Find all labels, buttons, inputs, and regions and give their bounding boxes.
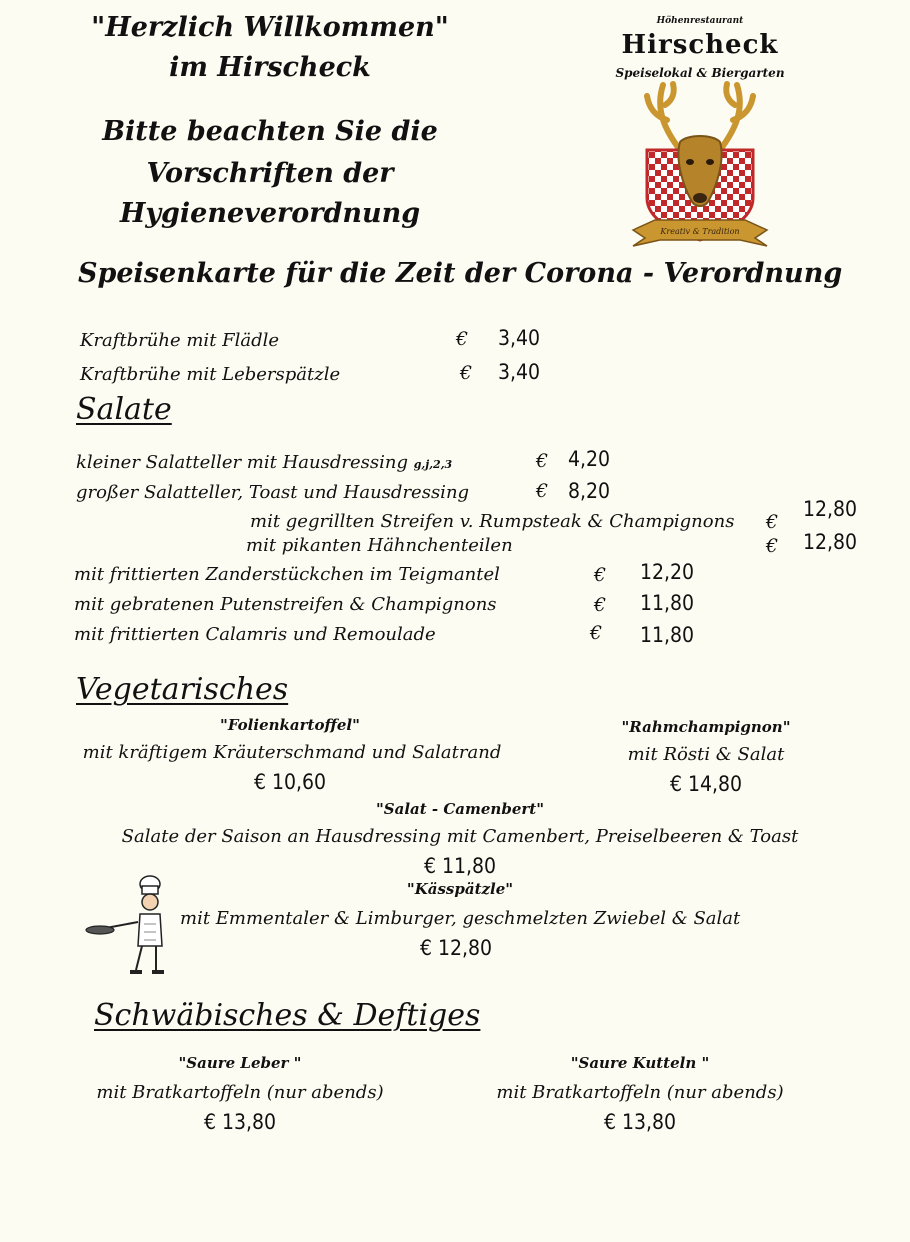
dish-price: € 13,80: [603, 1110, 677, 1134]
dish-title: "Salat - Camenbert": [375, 800, 545, 818]
salad-extra-name: mit gebratenen Putenstreifen & Champignons: [74, 594, 497, 615]
dish-title: "Saure Leber ": [178, 1054, 302, 1072]
salad-extra-name: mit frittierten Calamris und Remoulade: [74, 624, 436, 645]
notice-line-1: Bitte beachten Sie die: [102, 116, 438, 147]
dish-description: mit kräftigem Kräuterschmand und Salatrand: [82, 742, 502, 763]
logo-ribbon-text: Kreativ & Tradition: [660, 227, 740, 236]
dish-description: mit Bratkartoffeln (nur abends): [96, 1082, 384, 1103]
dish-description: mit Rösti & Salat: [627, 744, 785, 765]
salad-addon-currency: €: [766, 511, 779, 533]
dish-title: "Folienkartoffel": [220, 716, 360, 734]
soup-item-price: 3,40: [498, 360, 541, 384]
dish-title: "Rahmchampignon": [621, 718, 791, 736]
dish-price: € 12,80: [419, 936, 493, 960]
menu-title: Speisenkarte für die Zeit der Corona - Verordnung: [78, 258, 843, 289]
salad-large-name: großer Salatteller, Toast und Hausdressing: [76, 482, 470, 503]
salad-extra-price: 11,80: [640, 623, 695, 647]
dish-price: € 13,80: [203, 1110, 277, 1134]
salad-addon-name: mit gegrillten Streifen v. Rumpsteak & Champignons: [250, 511, 735, 532]
dish-description: mit Emmentaler & Limburger, geschmelzten Zwiebel & Salat: [180, 908, 741, 929]
salad-addon-currency: €: [766, 535, 779, 557]
welcome-line-2: im Hirscheck: [169, 52, 371, 83]
salad-large-currency: €: [536, 480, 549, 502]
salad-extra-currency: €: [594, 594, 607, 616]
section-heading-schwaebisch: Schwäbisches & Deftiges: [94, 998, 481, 1033]
soup-item-currency: €: [456, 328, 469, 350]
dish-description: Salate der Saison an Hausdressing mit Camenbert, Preiselbeeren & Toast: [121, 826, 799, 847]
soup-item-name: Kraftbrühe mit Flädle: [80, 330, 280, 351]
salad-extra-price: 11,80: [640, 591, 695, 615]
restaurant-logo: [605, 14, 795, 254]
salad-extra-currency: €: [594, 564, 607, 586]
chef-icon: [84, 874, 176, 980]
salad-extra-price: 12,20: [640, 560, 695, 584]
deer-crest-icon: [625, 80, 775, 252]
notice-line-2: Vorschriften der: [146, 158, 394, 189]
salad-small-price: 4,20: [568, 447, 611, 471]
logo-name: Hirscheck: [621, 30, 779, 60]
salad-addon-name: mit pikanten Hähnchenteilen: [246, 535, 513, 556]
salad-small-name: [76, 452, 452, 473]
salad-small-label: kleiner Salatteller mit Hausdressing: [76, 452, 408, 473]
dish-title: "Kässpätzle": [406, 880, 514, 898]
notice-line-3: Hygieneverordnung: [119, 198, 421, 229]
soup-item-name: Kraftbrühe mit Leberspätzle: [80, 364, 341, 385]
logo-tagline: Speiselokal & Biergarten: [615, 66, 785, 80]
salad-addon-price: 12,80: [803, 497, 858, 521]
welcome-line-1: "Herzlich Willkommen": [91, 12, 449, 43]
salad-extra-name: mit frittierten Zanderstückchen im Teigmantel: [74, 564, 500, 585]
section-heading-salate: Salate: [76, 392, 172, 427]
soup-item-price: 3,40: [498, 326, 541, 350]
salad-small-currency: €: [536, 450, 549, 472]
salad-addon-price: 12,80: [803, 530, 858, 554]
logo-top-text: Höhenrestaurant: [656, 16, 744, 26]
soup-item-currency: €: [460, 362, 473, 384]
salad-extra-currency: €: [590, 622, 603, 644]
dish-price: € 10,60: [253, 770, 327, 794]
dish-price: € 14,80: [669, 772, 743, 796]
salad-large-price: 8,20: [568, 479, 611, 503]
dish-description: mit Bratkartoffeln (nur abends): [496, 1082, 784, 1103]
salad-allergens: g,j,2,3: [413, 458, 453, 471]
dish-title: "Saure Kutteln ": [570, 1054, 710, 1072]
dish-price: € 11,80: [423, 854, 497, 878]
section-heading-vegetarisch: Vegetarisches: [76, 672, 289, 707]
